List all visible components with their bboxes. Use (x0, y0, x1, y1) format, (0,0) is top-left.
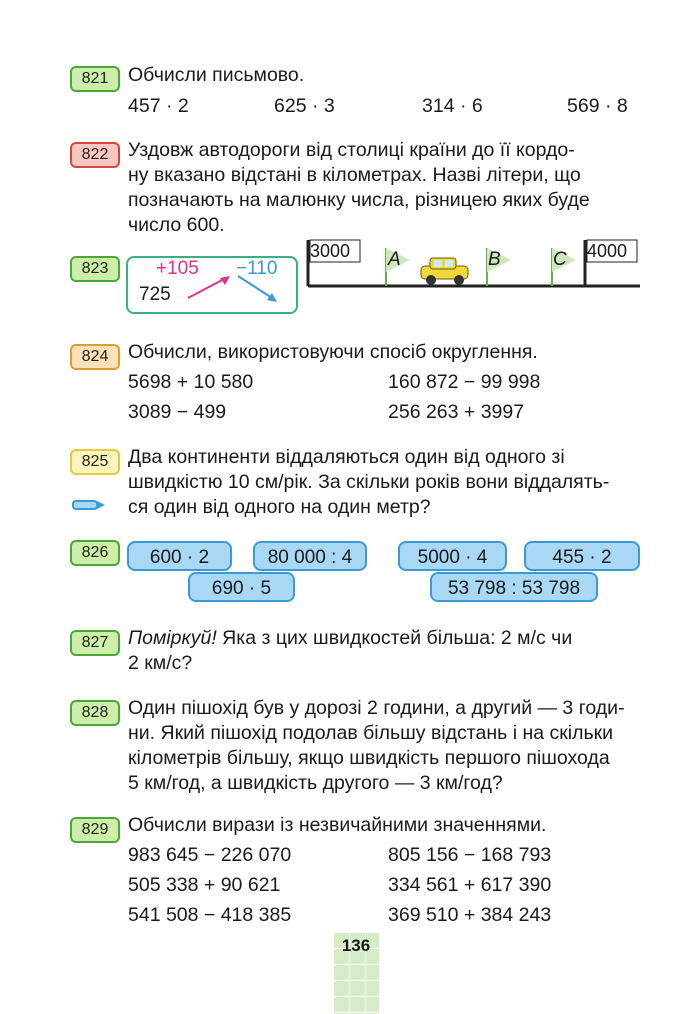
letter-a: A (388, 249, 401, 270)
task-829-expr-4: 334 561 + 617 390 (388, 874, 552, 896)
task-829-expr-1: 983 645 − 226 070 (128, 844, 292, 866)
task-number-821: 821 (70, 66, 120, 92)
task-824-expr-1: 5698 + 10 580 (128, 371, 254, 393)
task-822-line-1: Уздовж автодороги від столиці країни до її кордо- (128, 139, 575, 161)
task-824-expr-4: 256 263 + 3997 (388, 401, 525, 423)
expr-pill-3: 690 · 5 (188, 572, 295, 602)
letter-b: B (488, 249, 501, 270)
task-number-825: 825 (70, 449, 120, 475)
expr-pill-2: 80 000 : 4 (253, 541, 367, 571)
task-825-line-3: ся один від одного на один метр? (128, 496, 431, 518)
task-829-text: Обчисли вирази із незвичайними значеннями. (128, 814, 547, 836)
expr-pill-6: 53 798 : 53 798 (430, 572, 598, 602)
task-827-line-1 (128, 626, 642, 651)
task-822-line-3: позначають на малюнку числа, різницею яких буде (128, 189, 590, 211)
task-822-line-4: число 600. (128, 214, 225, 236)
task-number-824: 824 (70, 344, 120, 370)
task-828-line-4: 5 км/год, а швидкість другого — 3 км/год? (128, 772, 503, 794)
task-822-line-2: ну вказано відстані в кілометрах. Назві літери, що (128, 164, 581, 186)
task-829-expr-6: 369 510 + 384 243 (388, 904, 552, 926)
task-824-expr-3: 3089 − 499 (128, 401, 227, 423)
task-828-line-2: ни. Який пішохід подолав більшу відстань і на скільки (128, 722, 614, 744)
task-829-expr-3: 505 338 + 90 621 (128, 874, 281, 896)
expr-pill-1: 600 · 2 (127, 541, 232, 571)
task-829-expr-2: 805 156 − 168 793 (388, 844, 552, 866)
task-number-827: 827 (70, 630, 120, 656)
chain-minus: −110 (236, 258, 278, 279)
task-821-expr-1: 457 · 2 (128, 95, 189, 117)
task-824-text: Обчисли, використовуючи спосіб округлення. (128, 341, 538, 363)
task-number-829: 829 (70, 817, 120, 843)
task-number-826: 826 (70, 540, 120, 566)
chain-plus: +105 (156, 258, 199, 279)
task-821-expr-4: 569 · 8 (567, 95, 628, 117)
task-828-line-3: кілометрів більшу, якщо швидкість першого пішохода (128, 747, 610, 769)
task-824-expr-2: 160 872 − 99 998 (388, 371, 541, 393)
task-number-823: 823 (70, 256, 120, 282)
task-821-expr-2: 625 · 3 (274, 95, 335, 117)
letter-c: C (553, 249, 567, 270)
task-828-line-1: Один пішохід був у дорозі 2 години, а другий — 3 годи- (128, 697, 625, 719)
task-829-expr-5: 541 508 − 418 385 (128, 904, 292, 926)
task-number-822: 822 (70, 142, 120, 168)
expr-pill-5: 455 · 2 (524, 541, 640, 571)
chain-arrows (126, 256, 296, 314)
think-label: Поміркуй! (128, 627, 217, 649)
page-number-box (333, 932, 379, 1014)
car-icon (421, 258, 468, 285)
task-821-text: Обчисли письмово. (128, 64, 305, 86)
task-825-line-2: швидкістю 10 см/рік. За скільки років вони віддалять- (128, 471, 610, 493)
chain-start: 725 (139, 284, 171, 305)
expr-pill-4: 5000 · 4 (398, 541, 507, 571)
pencil-icon (72, 498, 106, 512)
task-827-line-2: 2 км/с? (128, 652, 193, 674)
page-number: 136 (341, 936, 371, 955)
scale-right-label: 4000 (587, 241, 628, 261)
task-number-828: 828 (70, 700, 120, 726)
scale-left-label: 3000 (310, 241, 351, 261)
task-827-question: Яка з цих швидкостей більша: 2 м/с чи (216, 627, 573, 649)
task-821-expr-3: 314 · 6 (422, 95, 483, 117)
task-825-line-1: Два континенти віддаляються один від одного зі (128, 446, 565, 468)
